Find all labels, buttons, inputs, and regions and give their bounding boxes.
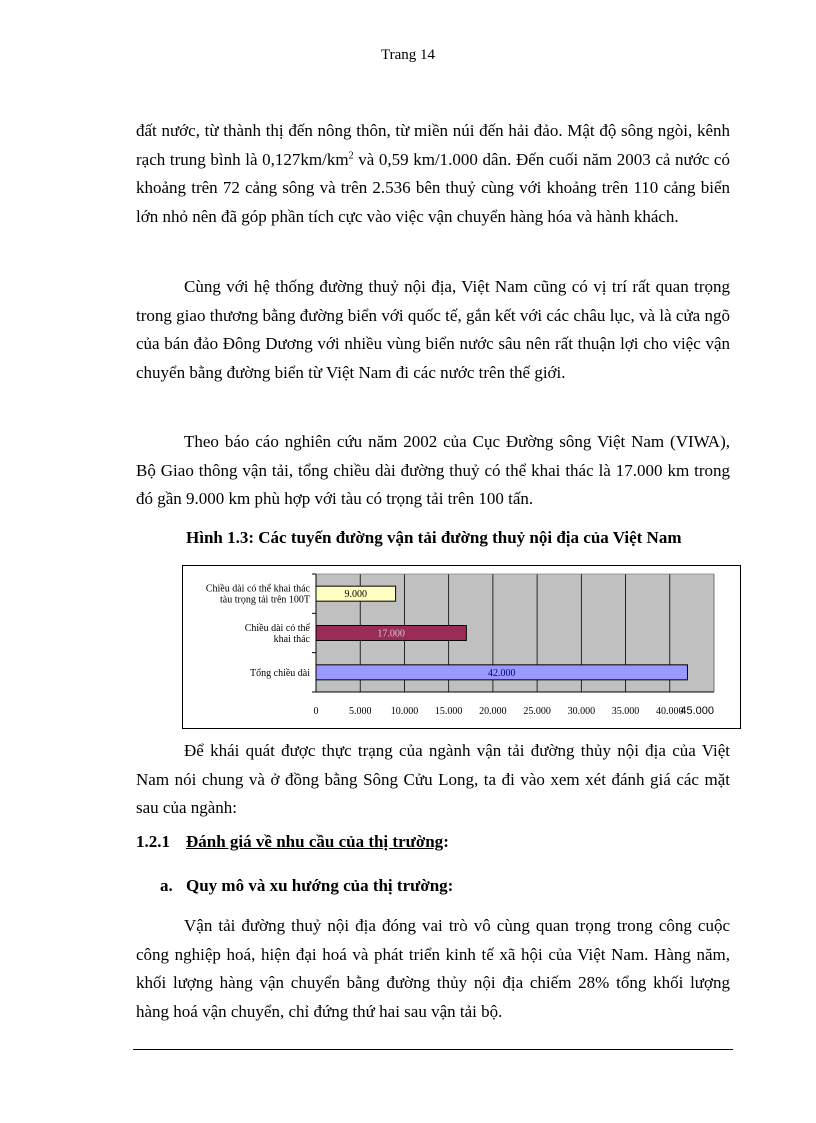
section-title: Đánh giá về nhu cầu của thị trường <box>186 832 444 851</box>
chart-data-label: 17.000 <box>377 628 405 640</box>
chart-x-tick-label: 25.000 <box>523 706 551 717</box>
paragraph-sea-position: Cùng với hệ thống đường thuỷ nội địa, Việt Nam cũng có vị trí rất quan trọng trong giao thương bằng đường biển với quốc tế, gắn kết với các châu lục, và là cửa ngõ của bán đảo Đông Dương với nhiều vùng biển nước sâu nên rất thuận lợi cho việc vận chuyển bằng đường biển từ Việt Nam đi các nước trên thế giới. <box>136 277 730 382</box>
paragraph-overview: Để khái quát được thực trạng của ngành vận tải đường thủy nội địa của Việt Nam nói chung và ở đồng bằng Sông Cửu Long, ta đi vào xem xét đánh giá các mặt sau của ngành: <box>136 741 730 817</box>
chart-category-label: khai thác <box>273 634 310 645</box>
chart-x-tick-label: 40.000 <box>656 706 684 717</box>
section-title-colon: : <box>443 832 449 851</box>
superscript-two: 2 <box>348 149 354 161</box>
chart-canvas <box>183 566 740 728</box>
figure-caption: Hình 1.3: Các tuyến đường vận tải đường thuỷ nội địa của Việt Nam <box>186 528 682 547</box>
paragraph-viwa-report: Theo báo cáo nghiên cứu năm 2002 của Cục Đường sông Việt Nam (VIWA), Bộ Giao thông vận tải, tổng chiều dài đường thuỷ có thể khai thác là 17.000 km trong đó gần 9.000 km phù hợp với tàu có trọng tải trên 100 tấn. <box>136 432 730 508</box>
chart-data-label: 42.000 <box>487 667 516 679</box>
section-heading-1-2-1 <box>136 832 449 852</box>
page-number: Trang 14 <box>380 47 436 63</box>
chart-category-label: Tổng chiều dài <box>250 667 310 679</box>
chart-data-label: 9.000 <box>344 589 368 601</box>
chart-category-label: Chiều dài có thể khai thác <box>205 583 310 595</box>
chart-x-tick-label: 0 <box>313 706 319 717</box>
section-number: 1.2.1 <box>136 832 170 851</box>
chart-category-label: tàu trọng tải trên 100T <box>220 594 310 606</box>
paragraph-river-density <box>136 117 730 231</box>
chart-x-tick-label: 5.000 <box>348 706 372 717</box>
subsection-title: Quy mô và xu hướng của thị trường: <box>186 876 454 895</box>
paragraph-market-scale: Vận tải đường thuỷ nội địa đóng vai trò vô cùng quan trọng trong công cuộc công nghiệp hoá, hiện đại hoá và phát triển kinh tế xã hội của Việt Nam. Hàng năm, khối lượng hàng vận chuyển bằng đường thủy nội địa chiếm 28% tổng khối lượng hàng hoá vận chuyển, chỉ đứng thứ hai sau vận tải bộ. <box>136 916 730 1021</box>
paragraph-river-density-part2: và 0,59 km/1.000 dân. Đến cuối năm 2003 cả nước có khoảng trên 72 cảng sông và trên 2.536 bên thuỷ cùng với khoảng trên 110 cảng biển lớn nhỏ nên đã góp phần tích cực vào việc vận chuyển hàng hóa và hành khách. <box>136 149 730 226</box>
chart-x-tick-label: 15.000 <box>434 706 463 717</box>
subsection-heading-a <box>160 876 453 896</box>
chart-x-tick-label: 35.000 <box>611 706 640 717</box>
chart-x-tick-label: 20.000 <box>479 706 507 717</box>
chart-x-tick-label: 30.000 <box>567 706 596 717</box>
footer-rule <box>133 1049 733 1050</box>
subsection-letter: a. <box>160 876 173 895</box>
paragraph-river-density-part1: đất nước, từ thành thị đến nông thôn, từ miền núi đến hải đảo. Mật độ sông ngòi, kênh rạch trung bình là 0,127km/km <box>136 121 730 169</box>
chart-category-label: Chiều dài có thể <box>244 623 310 634</box>
chart-x-tick-label: 10.000 <box>390 706 419 717</box>
chart-x-tick-label: 45.000 <box>680 705 714 717</box>
waterway-length-chart <box>182 565 741 729</box>
